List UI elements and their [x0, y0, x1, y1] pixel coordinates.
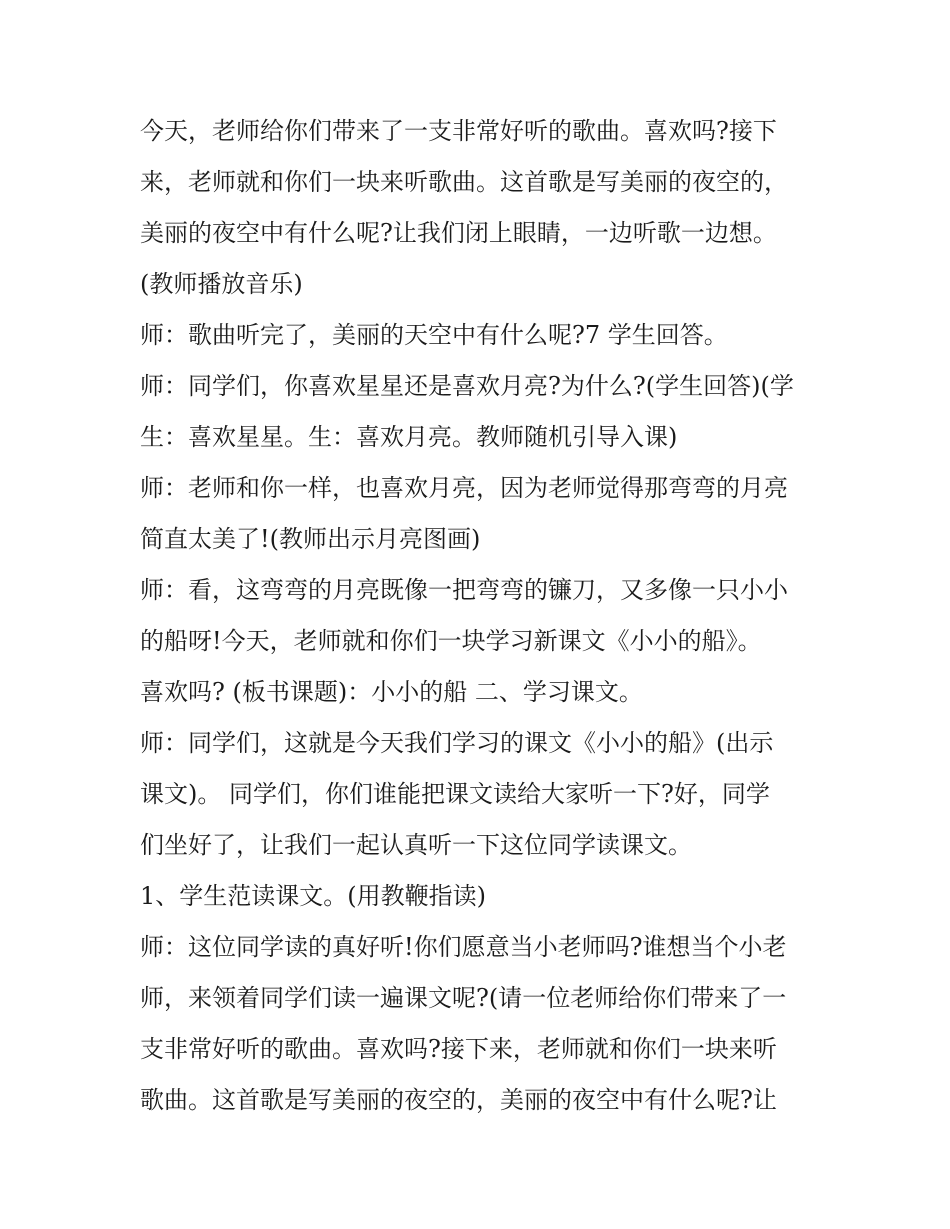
text-line: 支非常好听的歌曲。喜欢吗?接下来，老师就和你们一块来听: [140, 1035, 777, 1063]
text-line: 来，老师就和你们一块来听歌曲。这首歌是写美丽的夜空的，: [140, 168, 788, 196]
text-line: 简直太美了!(教师出示月亮图画): [140, 525, 481, 553]
text-line: 师，来领着同学们读一遍课文呢?(请一位老师给你们带来了一: [140, 984, 787, 1012]
text-line: 师：老师和你一样，也喜欢月亮，因为老师觉得那弯弯的月亮: [140, 474, 788, 502]
text-line: 们坐好了，让我们一起认真听一下这位同学读课文。: [140, 831, 692, 859]
text-line: 师：看，这弯弯的月亮既像一把弯弯的镰刀，又多像一只小小: [140, 576, 788, 604]
text-line: 歌曲。这首歌是写美丽的夜空的，美丽的夜空中有什么呢?让: [140, 1086, 777, 1114]
text-line: (教师播放音乐): [140, 270, 303, 298]
text-line: 的船呀!今天，老师就和你们一块学习新课文《小小的船》。: [140, 627, 762, 655]
text-line: 美丽的夜空中有什么呢?让我们闭上眼睛，一边听歌一边想。: [140, 219, 777, 247]
text-line: 课文)。 同学们，你们谁能把课文读给大家听一下?好，同学: [140, 780, 770, 808]
text-line: 师：同学们，你喜欢星星还是喜欢月亮?为什么?(学生回答)(学: [140, 372, 794, 400]
text-line: 生：喜欢星星。生：喜欢月亮。教师随机引导入课): [140, 423, 678, 451]
text-line: 1、学生范读课文。(用教鞭指读): [140, 882, 486, 910]
text-line: 师：这位同学读的真好听!你们愿意当小老师吗?谁想当个小老: [140, 933, 787, 961]
text-line: 师：歌曲听完了，美丽的天空中有什么呢?7 学生回答。: [140, 321, 728, 349]
text-line: 今天，老师给你们带来了一支非常好听的歌曲。喜欢吗?接下: [140, 117, 777, 145]
document-body: [140, 106, 820, 1126]
text-line: 喜欢吗? (板书课题)：小小的船 二、学习课文。: [140, 678, 643, 706]
text-line: 师：同学们，这就是今天我们学习的课文《小小的船》(出示: [140, 729, 774, 757]
